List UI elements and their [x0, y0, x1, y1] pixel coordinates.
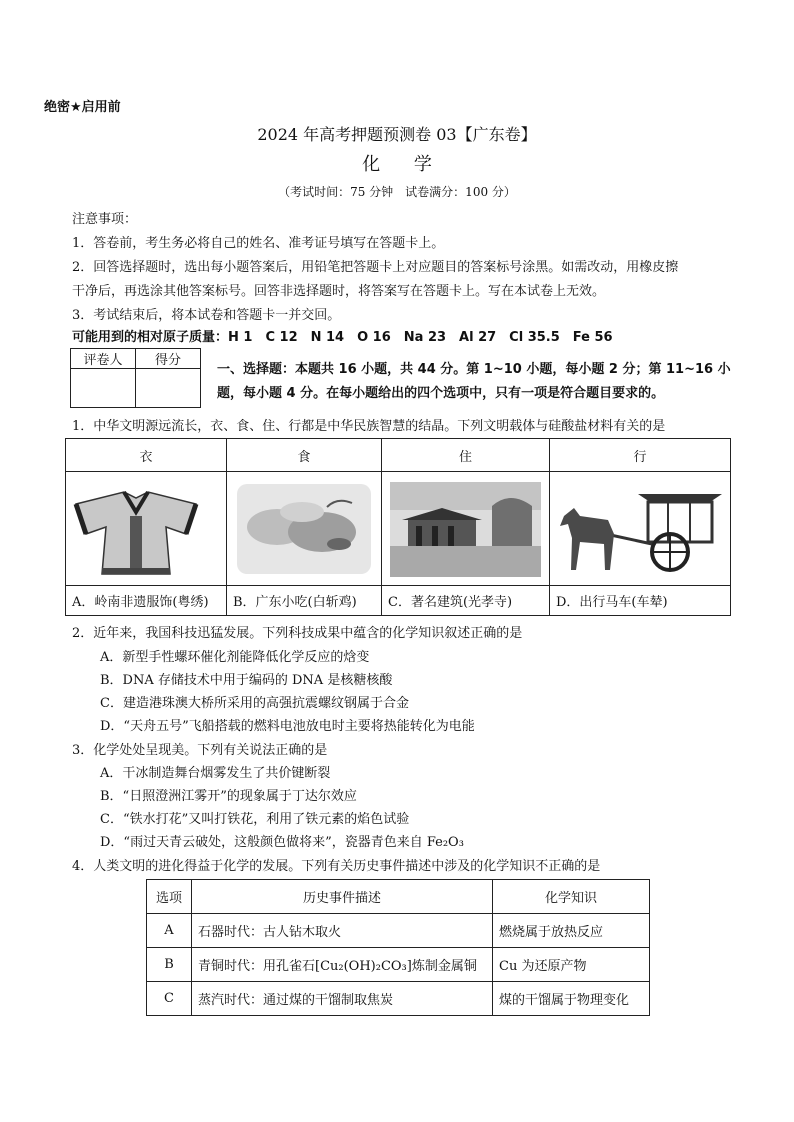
question-3-option: A．干冰制造舞台烟雾发生了共价键断裂	[100, 766, 331, 781]
confidential-mark: 绝密★启用前	[44, 100, 121, 115]
chicken-dish-image	[227, 472, 382, 586]
exam-info: （考试时间：75 分钟 试卷满分：100 分）	[278, 185, 516, 199]
note-item: 2．回答选择题时，选出每小题答案后，用铅笔把答题卡上对应题目的答案标号涂黑。如需改动，用橡皮擦	[72, 260, 679, 275]
question-1-table	[65, 438, 731, 616]
grader-cell	[71, 369, 136, 408]
question-2-stem: 2．近年来，我国科技迅猛发展。下列科技成果中蕴含的化学知识叙述正确的是	[72, 626, 523, 641]
note-item: 3．考试结束后，将本试卷和答题卡一并交回。	[72, 308, 341, 323]
question-3-option: D．“雨过天青云破处，这般颜色做将来”，瓷器青色来自 Fe₂O₃	[100, 835, 464, 850]
col-header-clothing: 衣	[66, 439, 227, 472]
col-header-travel: 行	[550, 439, 731, 472]
question-3-stem: 3．化学处处呈现美。下列有关说法正确的是	[72, 743, 328, 758]
question-3-option: C．“铁水打花”又叫打铁花，利用了铁元素的焰色试验	[100, 812, 410, 827]
exam-title: 2024 年高考押题预测卷 03【广东卷】	[257, 125, 537, 144]
question-2-option: C．建造港珠澳大桥所采用的高强抗震螺纹钢属于合金	[100, 696, 409, 711]
row-event: 石器时代：古人钻木取火	[192, 914, 493, 948]
question-2-option: A．新型手性螺环催化剂能降低化学反应的焓变	[100, 650, 370, 665]
question-2-option: B．DNA 存储技术中用于编码的 DNA 是核糖核酸	[100, 673, 393, 688]
question-1-stem: 1．中华文明源远流长，衣、食、住、行都是中华民族智慧的结晶。下列文明载体与硅酸盐材料有关的是	[72, 419, 666, 434]
option-a-caption: A．岭南非遗服饰(粤绣)	[66, 586, 227, 616]
row-knowledge: 燃烧属于放热反应	[493, 914, 650, 948]
col-header-food: 食	[227, 439, 382, 472]
question-4-table	[146, 879, 650, 1016]
robe-image	[66, 472, 227, 586]
score-label: 得分	[136, 349, 201, 369]
question-4-stem: 4．人类文明的进化得益于化学的发展。下列有关历史事件描述中涉及的化学知识不正确的是	[72, 859, 601, 874]
row-event: 蒸汽时代：通过煤的干馏制取焦炭	[192, 982, 493, 1016]
option-b-caption: B．广东小吃(白斩鸡)	[227, 586, 382, 616]
col-header-housing: 住	[382, 439, 550, 472]
row-knowledge: 煤的干馏属于物理变化	[493, 982, 650, 1016]
grader-label: 评卷人	[71, 349, 136, 369]
row-event: 青铜时代：用孔雀石[Cu₂(OH)₂CO₃]炼制金属铜	[192, 948, 493, 982]
option-d-caption: D．出行马车(车辇)	[550, 586, 731, 616]
section-instruction: 一、选择题：本题共 16 小题，共 44 分。第 1~10 小题，每小题 2 分；第 11~16 小	[217, 362, 731, 377]
notes-heading: 注意事项：	[72, 212, 138, 227]
question-2-option: D．“天舟五号”飞船搭载的燃料电池放电时主要将热能转化为电能	[100, 719, 475, 734]
subject-title: 化 学	[362, 154, 446, 175]
score-cell	[136, 369, 201, 408]
temple-image	[382, 472, 550, 586]
option-c-caption: C．著名建筑(光孝寺)	[382, 586, 550, 616]
horse-carriage-image	[550, 472, 731, 586]
row-option-label: A	[147, 914, 192, 948]
score-box	[70, 348, 201, 408]
row-option-label: C	[147, 982, 192, 1016]
question-3-option: B．“日照澄洲江雾开”的现象属于丁达尔效应	[100, 789, 357, 804]
note-item: 1．答卷前，考生务必将自己的姓名、准考证号填写在答题卡上。	[72, 236, 445, 251]
section-instruction: 题，每小题 4 分。在每小题给出的四个选项中，只有一项是符合题目要求的。	[217, 386, 665, 401]
col-header-knowledge: 化学知识	[493, 880, 650, 914]
row-knowledge: Cu 为还原产物	[493, 948, 650, 982]
col-header-event: 历史事件描述	[192, 880, 493, 914]
atomic-mass-line: 可能用到的相对原子质量：H 1 C 12 N 14 O 16 Na 23 Al 27 Cl 35.5 Fe 56	[72, 330, 613, 345]
note-item: 干净后，再选涂其他答案标号。回答非选择题时，将答案写在答题卡上。写在本试卷上无效。	[72, 284, 606, 299]
col-header-option: 选项	[147, 880, 192, 914]
row-option-label: B	[147, 948, 192, 982]
